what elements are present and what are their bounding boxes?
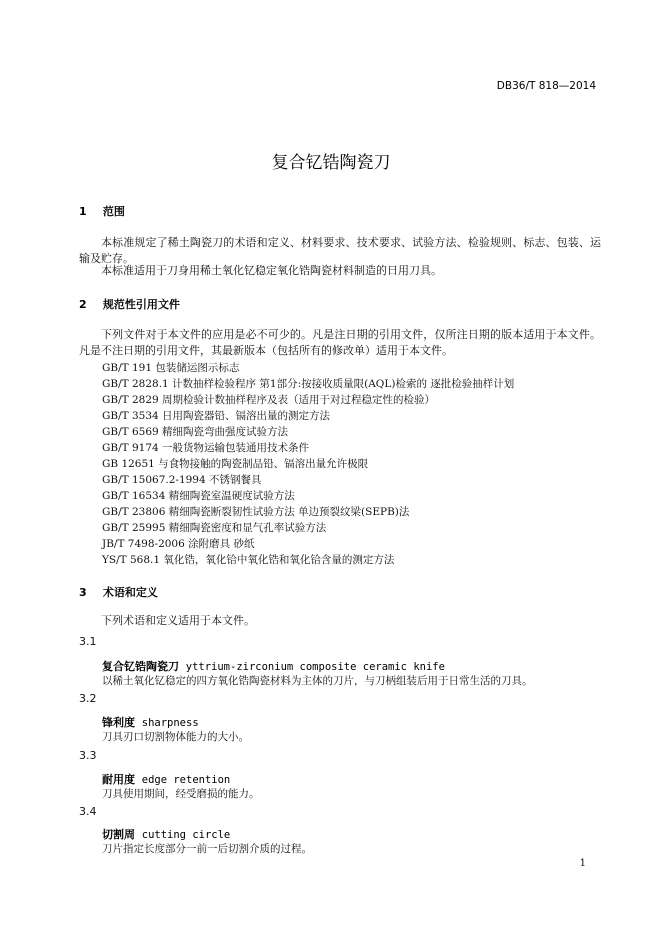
term-heading [102,826,230,842]
term-english: cutting circle [141,829,231,841]
term-english: yttrium-zirconium composite ceramic knife [185,661,445,673]
reference-item: GB 12651 与食物接触的陶瓷制品铅、镉溶出量允许极限 [102,458,369,470]
term-chinese: 耐用度 [102,773,135,786]
reference-item: GB/T 23806 精细陶瓷断裂韧性试验方法 单边预裂纹梁(SEPB)法 [102,506,410,518]
term-definition: 以稀土氧化钇稳定的四方氧化锆陶瓷材料为主体的刀片，与刀柄组装后用于日常生活的刀具。 [102,675,533,687]
section-title: 范围 [102,205,125,218]
term-number: 3.3 [79,749,97,762]
reference-item: GB/T 6569 精细陶瓷弯曲强度试验方法 [102,426,289,438]
section-2-heading [79,296,180,312]
section-title: 术语和定义 [102,586,158,599]
reference-item: JB/T 7498-2006 涂附磨具 砂纸 [102,538,255,550]
term-number: 3.1 [79,635,97,648]
term-number: 3.4 [79,805,97,818]
reference-item: GB/T 2829 周期检验计数抽样程序及表（适用于对过程稳定性的检验） [102,394,436,406]
reference-item: GB/T 191 包装储运图示标志 [102,362,240,374]
term-definition: 刀片指定长度部分一前一后切割介质的过程。 [102,843,312,855]
page-number: 1 [579,858,586,869]
reference-item: GB/T 25995 精细陶瓷密度和显气孔率试验方法 [102,522,327,534]
references-intro: 下列文件对于本文件的应用是必不可少的。凡是注日期的引用文件，仅所注日期的版本适用于本文件。凡是不注日期的引用文件，其最新版本（包括所有的修改单）适用于本文件。 [79,328,601,357]
term-english: edge retention [141,774,231,786]
standard-code: DB36/T 818—2014 [496,80,596,92]
reference-item: GB/T 2828.1 计数抽样检验程序 第1部分:按接收质量限(AQL)检索的 逐批检验抽样计划 [102,378,515,390]
term-chinese: 切割周 [102,828,135,841]
reference-item: YS/T 568.1 氧化锆，氧化铪中氧化锆和氧化铪含量的测定方法 [102,554,395,566]
reference-item: GB/T 16534 精细陶瓷室温硬度试验方法 [102,490,295,502]
scope-paragraph-2: 本标准适用于刀身用稀土氧化钇稳定氧化锆陶瓷材料制造的日用刀具。 [101,264,442,277]
term-chinese: 锋利度 [102,716,135,729]
section-title: 规范性引用文件 [102,298,180,311]
term-heading [102,658,445,674]
document-title: 复合钇锆陶瓷刀 [271,153,391,173]
term-number: 3.2 [79,692,97,705]
section-1-heading [79,203,125,219]
reference-item: GB/T 15067.2-1994 不锈钢餐具 [102,474,262,486]
reference-item: GB/T 3534 日用陶瓷器铅、镉溶出量的测定方法 [102,410,331,422]
reference-item: GB/T 9174 一般货物运输包装通用技术条件 [102,442,310,454]
term-heading [102,714,199,730]
term-heading [102,771,230,787]
term-english: sharpness [141,717,199,729]
section-3-heading [79,584,158,600]
section-number: 1 [79,205,87,218]
section-number: 3 [79,586,87,599]
section-number: 2 [79,298,87,311]
term-chinese: 复合钇锆陶瓷刀 [102,660,179,673]
term-definition: 刀具刃口切割物体能力的大小。 [102,731,249,743]
term-definition: 刀具使用期间，经受磨损的能力。 [102,788,260,800]
terms-intro: 下列术语和定义适用于本文件。 [101,614,255,627]
scope-paragraph-1: 本标准规定了稀土陶瓷刀的术语和定义、材料要求、技术要求、试验方法、检验规则、标志、包装、运输及贮存。 [79,236,601,265]
